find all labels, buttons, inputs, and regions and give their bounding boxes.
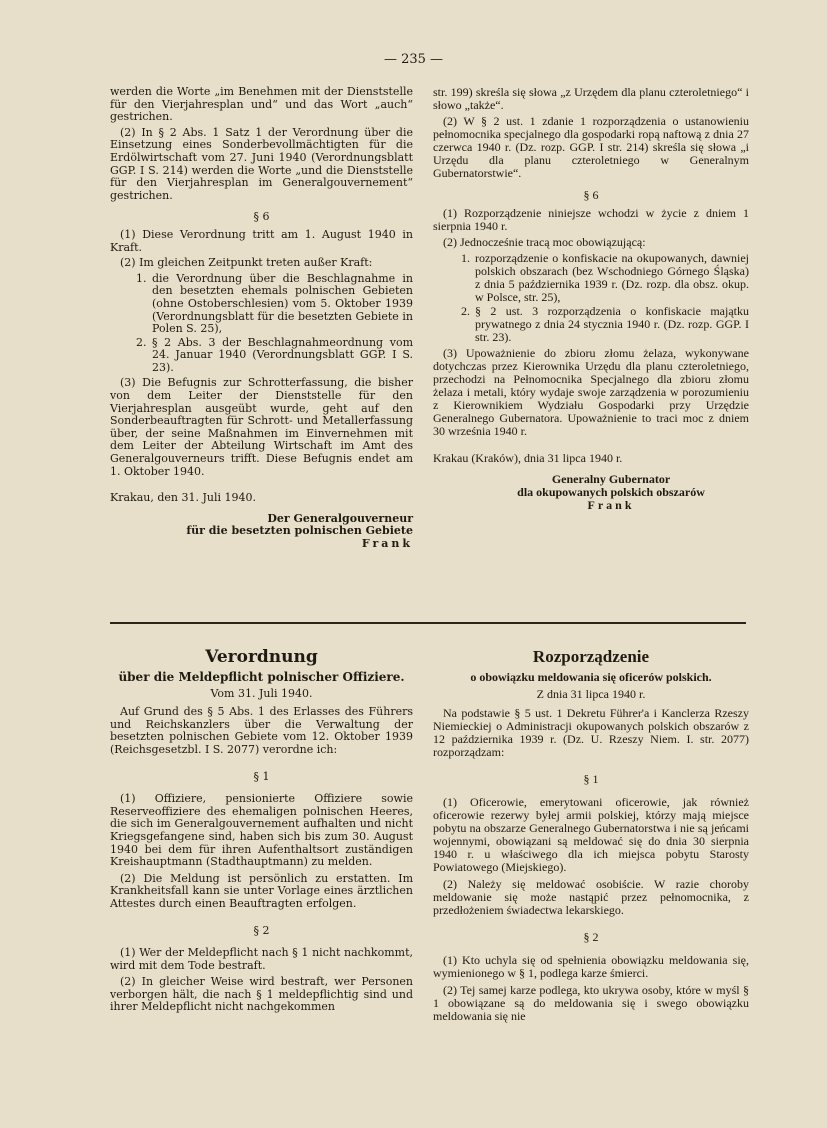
place-date: Krakau (Kraków), dnia 31 lipca 1940 r. bbox=[433, 451, 623, 465]
decree-date: Vom 31. Juli 1940. bbox=[210, 686, 313, 700]
top-german-column bbox=[110, 86, 413, 551]
section-heading: § 6 bbox=[583, 188, 599, 202]
list-item: 1. die Verordnung über die Beschlagnahme in den besetzten ehemals polnischen Gebieten (ohne Ostoberschlesien) vom 5. Oktober 1939 (Verordnungsblatt für die besetzten Gebiete in Polen S. 25), bbox=[150, 273, 413, 336]
signature-line: Generalny Gubernator bbox=[551, 472, 671, 486]
paragraph: (2) W § 2 ust. 1 zdanie 1 rozporządzenia o ustanowieniu pełnomocnika specjalnego dla gospodarki ropą naftową z dnia 27 czerwca 1940 r. (Dz. rozp. GGP. I str. 214) skreśla się słowa „i Urzędu dla planu czteroletniego w Generalnym Gubernatorstwie“. bbox=[433, 114, 749, 180]
signature-name: Frank bbox=[587, 498, 635, 512]
top-polish-column bbox=[433, 86, 749, 512]
paragraph: (3) Die Befugnis zur Schrotterfassung, die bisher von dem Leiter der Dienststelle für den Vierjahresplan ausgeübt wurde, geht auf den Sonderbeauftragten für Schrott- und Metallerfassung über, der seine Maßnahmen im Einvernehmen mit dem Leiter der Abteilung Wirtschaft im Amt des Generalgouverneurs trifft. Diese Befugnis endet am 1. Oktober 1940. bbox=[110, 376, 413, 478]
paragraph: (1) Rozporządzenie niniejsze wchodzi w życie z dniem 1 sierpnia 1940 r. bbox=[433, 206, 749, 233]
paragraph: (2) In § 2 Abs. 1 Satz 1 der Verordnung über die Einsetzung eines Sonderbevollmächtigten für die Erdölwirtschaft vom 27. Juni 1940 (Verordnungsblatt GGP. I S. 214) werden die Worte „und die Dienststelle für den Vierjahresplan im Generalgouvernement“ gestrichen. bbox=[110, 125, 413, 202]
page-number: — 235 — bbox=[383, 52, 444, 67]
paragraph: Auf Grund des § 5 Abs. 1 des Erlasses des Führers und Reichskanzlers über die Verwaltung der besetzten polnischen Gebiete vom 12. Oktober 1939 (Reichsgesetzbl. I S. 2077) verordne ich: bbox=[110, 705, 413, 756]
signature-block bbox=[433, 473, 749, 512]
signature-line: Der Generalgouverneur bbox=[267, 511, 413, 525]
decree-title: Verordnung bbox=[205, 647, 318, 667]
repealed-list bbox=[110, 273, 413, 375]
paragraph: werden die Worte „im Benehmen mit der Dienststelle für den Vierjahresplan und“ und das Wort „auch“ gestrichen. bbox=[110, 85, 413, 124]
signature-line: für die besetzten polnischen Gebiete bbox=[186, 524, 413, 538]
paragraph: (1) Kto uchyla się od spełnienia obowiązku meldowania się, wymienionego w § 1, podlega karze śmierci. bbox=[433, 953, 749, 980]
bottom-german-column bbox=[110, 647, 413, 1018]
bottom-polish-column bbox=[433, 647, 749, 1027]
paragraph: (2) Należy się meldować osobiście. W razie choroby meldowanie się może nastąpić przez pełnomocnika, z przedłożeniem świadectwa lekarskiego. bbox=[433, 877, 749, 917]
decree-subtitle: über die Meldepflicht polnischer Offiziere. bbox=[118, 670, 405, 684]
paragraph: (1) Diese Verordnung tritt am 1. August 1940 in Kraft. bbox=[110, 227, 413, 254]
signature-line: dla okupowanych polskich obszarów bbox=[517, 485, 705, 499]
paragraph: (1) Offiziere, pensionierte Offiziere sowie Reserveoffiziere des ehemaligen polnischen Heeres, die sich im Generalgouvernement aufhalten und nicht Kriegsgefangene sind, haben sich bis zum 30. August 1940 bei dem für ihren Aufenthaltsort zuständigen Kreishauptmann (Stadthauptmann) zu melden. bbox=[110, 792, 413, 869]
paragraph: (3) Upoważnienie do zbioru złomu żelaza, wykonywane dotychczas przez Kierownika Urzędu dla planu czteroletniego, przechodzi na Pełnomocnika Specjalnego dla zbioru złomu żelaza i metali, który wydaje swoje zarządzenia w porozumieniu z Kierownikiem Wydziału Gospodarki przy Urzędzie Generalnego Gubernatora. Upoważnienie to traci moc z dniem 30 września 1940 r. bbox=[433, 346, 749, 438]
decree-date: Z dnia 31 lipca 1940 r. bbox=[536, 687, 646, 701]
place-date: Krakau, den 31. Juli 1940. bbox=[110, 491, 256, 505]
section-heading: § 2 bbox=[583, 930, 599, 944]
repealed-list bbox=[433, 252, 749, 344]
list-item: 2. § 2 Abs. 3 der Beschlagnahmeordnung vom 24. Januar 1940 (Verordnungsblatt GGP. I S. 23). bbox=[150, 337, 413, 375]
section-divider bbox=[110, 622, 746, 624]
paragraph: (1) Oficerowie, emerytowani oficerowie, jak również oficerowie rezerwy byłej armii polskiej, którzy mają miejsce pobytu na obszarze Generalnego Gubernatorstwa i nie są jeńcami wojennymi, obowiązani są meldować się do dnia 30 sierpnia 1940 r. u właściwego dla ich miejsca pobytu Starosty Powiatowego (Miejskiego). bbox=[433, 795, 749, 874]
section-heading: § 1 bbox=[583, 772, 599, 786]
signature-name: Frank bbox=[361, 537, 413, 550]
paragraph: str. 199) skreśla się słowa „z Urzędem dla planu czteroletniego“ i słowo „także“. bbox=[433, 85, 749, 112]
section-heading: § 2 bbox=[253, 923, 270, 937]
paragraph: (2) Die Meldung ist persönlich zu erstatten. Im Krankheitsfall kann sie unter Vorlage eines ärztlichen Attestes durch einen Beauftragten erfolgen. bbox=[110, 871, 413, 910]
list-item: 2. § 2 ust. 3 rozporządzenia o konfiskacie majątku prywatnego z dnia 24 stycznia 1940 r. (Dz. rozp. GGP. I str. 23). bbox=[473, 305, 749, 344]
decree-title: Rozporządzenie bbox=[532, 647, 650, 666]
list-item: 1. rozporządzenie o konfiskacie na okupowanych, dawniej polskich obszarach (bez Wschodniego Górnego Śląska) z dnia 5 października 1939 r. (Dz. rozp. dla obsz. okup. w Polsce, str. 25), bbox=[473, 252, 749, 304]
section-heading: § 6 bbox=[253, 210, 270, 224]
paragraph: (1) Wer der Meldepflicht nach § 1 nicht nachkommt, wird mit dem Tode bestraft. bbox=[110, 946, 413, 972]
paragraph: (2) Jednocześnie tracą moc obowiązującą: bbox=[443, 235, 646, 249]
section-heading: § 1 bbox=[253, 769, 270, 783]
signature-block bbox=[110, 513, 413, 551]
decree-subtitle: o obowiązku meldowania się oficerów polskich. bbox=[470, 670, 712, 684]
paragraph: (2) In gleicher Weise wird bestraft, wer Personen verborgen hält, die nach § 1 meldepflichtig sind und ihrer Meldepflicht nicht nachgekommen bbox=[110, 975, 413, 1014]
paragraph: (2) Tej samej karze podlega, kto ukrywa osoby, które w myśl § 1 obowiązane są do meldowania się i swego obowiązku meldowania się nie bbox=[433, 983, 749, 1023]
paragraph: (2) Im gleichen Zeitpunkt treten außer Kraft: bbox=[120, 256, 373, 270]
paragraph: Na podstawie § 5 ust. 1 Dekretu Führer'a i Kanclerza Rzeszy Niemieckiej o Administracji okupowanych polskich obszarów z 12 października 1939 r. (Dz. U. Rzeszy Niem. I. str. 2077) rozporządzam: bbox=[433, 706, 749, 759]
